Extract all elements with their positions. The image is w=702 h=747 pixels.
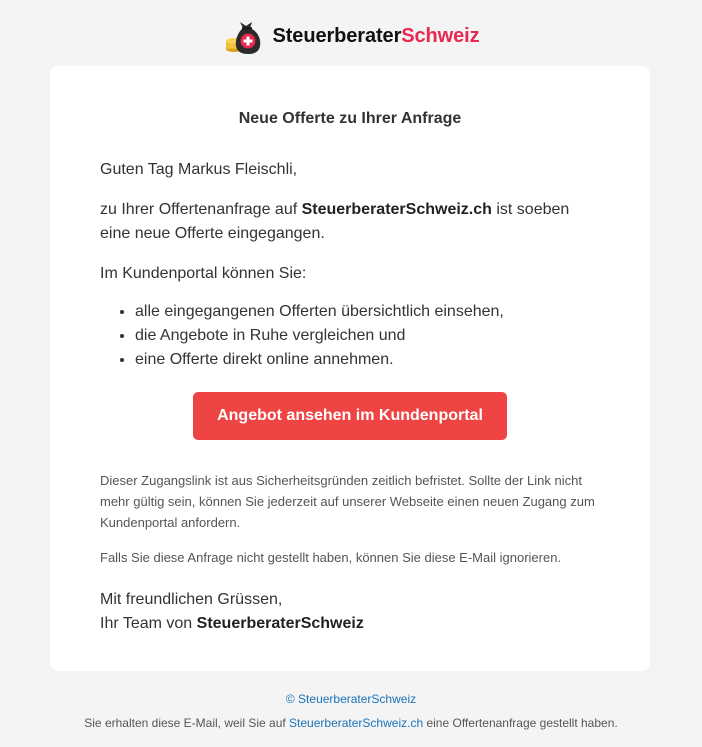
portal-intro: Im Kundenportal können Sie:	[100, 265, 307, 282]
intro-paragraph	[100, 198, 600, 246]
money-bag-swiss-cross-icon	[223, 16, 263, 56]
brand-name-part2: Schweiz	[401, 24, 480, 47]
signature-name: SteuerberaterSchweiz	[196, 615, 364, 632]
list-item: • eine Offerte direkt online annehmen.	[135, 348, 635, 372]
ignore-notice: Falls Sie diese Anfrage nicht gestellt haben, können Sie diese E-Mail ignorieren.	[100, 550, 562, 565]
link-expiry-notice: Dieser Zugangslink ist aus Sicherheitsgründen zeitlich befristet. Sollte der Link nicht mehr gültig sein, können Sie jederzeit auf unserer Webseite einen neuen Zugang zum Kundenportal anfordern.	[100, 473, 595, 530]
email-header	[0, 14, 702, 58]
footer-note-pre: Sie erhalten diese E-Mail, weil Sie auf	[84, 716, 290, 730]
view-offer-button[interactable]: Angebot ansehen im Kundenportal	[193, 392, 507, 440]
intro-text-post: ist soeben eine neue Offerte eingegangen.	[100, 201, 570, 242]
intro-text-pre: zu Ihrer Offertenanfrage auf	[100, 201, 302, 218]
greeting: Guten Tag Markus Fleischli,	[100, 161, 298, 178]
footer-note	[0, 716, 702, 730]
email-card	[50, 66, 650, 671]
brand-name	[273, 25, 480, 48]
footer-copyright	[0, 692, 702, 706]
feature-list	[100, 300, 635, 372]
signature-pre: Ihr Team von	[100, 615, 197, 632]
footer-copyright-link[interactable]: © SteuerberaterSchweiz	[285, 692, 417, 706]
signature	[100, 612, 600, 636]
footer-note-post: eine Offertenanfrage gestellt haben.	[423, 716, 618, 730]
email-title: Neue Offerte zu Ihrer Anfrage	[238, 110, 462, 127]
list-item: • alle eingegangenen Offerten übersichtlich einsehen,	[135, 300, 635, 324]
footer-site-link[interactable]: SteuerberaterSchweiz.ch	[289, 716, 424, 730]
intro-site-name: SteuerberaterSchweiz.ch	[301, 201, 492, 218]
list-item: • die Angebote in Ruhe vergleichen und	[135, 324, 635, 348]
closing: Mit freundlichen Grüssen,	[100, 591, 283, 608]
brand-name-part1: Steuerberater	[272, 24, 402, 47]
